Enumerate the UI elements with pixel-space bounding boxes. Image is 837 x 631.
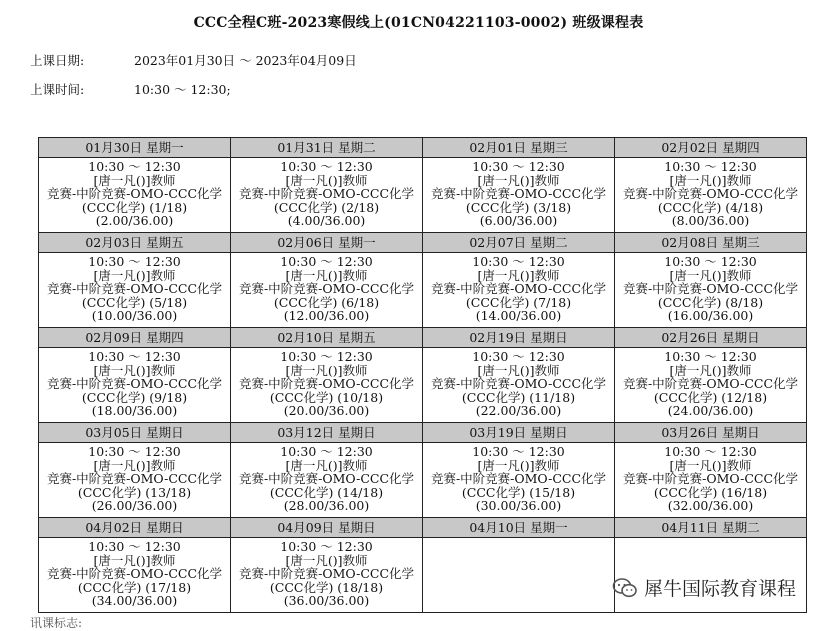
lesson-line: 竞赛-中阶竞赛-OMO-CCC化学 [238,376,415,392]
lesson-line: 10:30 ～ 12:30 [88,444,181,459]
lesson-line: 10:30 ～ 12:30 [472,349,565,364]
lesson-line: (32.00/36.00) [667,498,754,514]
schedule-cell [231,233,423,328]
lesson-line: 10:30 ～ 12:30 [280,349,373,364]
cell-date-header: 02月10日 星期五 [231,328,422,348]
cell-lesson-body [231,443,422,517]
schedule-cell [39,328,231,423]
cell-date-header: 02月07日 星期二 [423,233,614,253]
cell-date-header: 03月12日 星期日 [231,423,422,443]
schedule-cell [615,328,807,423]
lesson-line: [唐一凡()]教师 [285,457,368,473]
schedule-cell [39,518,231,613]
lesson-line: [唐一凡()]教师 [285,267,368,283]
lesson-line: [唐一凡()]教师 [477,267,560,283]
schedule-row [39,423,807,518]
lesson-line: 10:30 ～ 12:30 [472,254,565,269]
lesson-line: 竞赛-中阶竞赛-OMO-CCC化学 [46,376,223,392]
cell-date-header: 02月09日 星期四 [39,328,230,348]
lesson-line: 竞赛-中阶竞赛-OMO-CCC化学 [46,281,223,297]
lesson-line: (14.00/36.00) [475,308,562,324]
lesson-line: 10:30 ～ 12:30 [664,254,757,269]
schedule-cell [615,138,807,233]
lesson-line: (CCC化学) (17/18) [77,579,192,595]
cell-lesson-body [423,538,614,612]
lesson-line: 10:30 ～ 12:30 [280,444,373,459]
lesson-line: (CCC化学) (5/18) [81,294,188,310]
lesson-line: 竞赛-中阶竞赛-OMO-CCC化学 [430,281,607,297]
lesson-line: 竞赛-中阶竞赛-OMO-CCC化学 [238,566,415,582]
schedule-cell [231,328,423,423]
lesson-line: [唐一凡()]教师 [285,172,368,188]
lesson-line: 竞赛-中阶竞赛-OMO-CCC化学 [622,186,799,202]
class-time-label: 上课时间: [30,82,85,97]
lesson-line: (CCC化学) (11/18) [461,389,576,405]
cell-lesson-body [231,253,422,327]
lesson-line: (CCC化学) (9/18) [81,389,188,405]
cell-date-header: 02月26日 星期日 [615,328,806,348]
lesson-line: 竞赛-中阶竞赛-OMO-CCC化学 [238,471,415,487]
cell-date-header: 02月01日 星期三 [423,138,614,158]
lesson-line: 10:30 ～ 12:30 [664,444,757,459]
lesson-line: 竞赛-中阶竞赛-OMO-CCC化学 [238,281,415,297]
lesson-line: (36.00/36.00) [283,593,370,609]
schedule-cell [423,328,615,423]
lesson-line: [唐一凡()]教师 [93,552,176,568]
lesson-line: (2.00/36.00) [95,213,174,229]
schedule-cell [423,233,615,328]
lesson-line: (CCC化学) (16/18) [653,484,768,500]
lesson-line: 竞赛-中阶竞赛-OMO-CCC化学 [430,376,607,392]
lesson-line: 10:30 ～ 12:30 [280,159,373,174]
cell-date-header: 02月03日 星期五 [39,233,230,253]
lesson-line: (20.00/36.00) [283,403,370,419]
schedule-cell [39,233,231,328]
cell-lesson-body [615,158,806,232]
lesson-line: (34.00/36.00) [91,593,178,609]
lesson-line: (4.00/36.00) [287,213,366,229]
lesson-line: [唐一凡()]教师 [93,267,176,283]
class-date-label: 上课日期: [30,53,85,68]
lesson-line: (12.00/36.00) [283,308,370,324]
lesson-line: (22.00/36.00) [475,403,562,419]
lesson-line: 10:30 ～ 12:30 [88,254,181,269]
cell-date-header: 04月10日 星期一 [423,518,614,538]
lesson-line: (8.00/36.00) [671,213,750,229]
lesson-line: 竞赛-中阶竞赛-OMO-CCC化学 [46,186,223,202]
class-time-row [30,80,231,98]
lesson-line: (6.00/36.00) [479,213,558,229]
lesson-line: [唐一凡()]教师 [93,457,176,473]
cell-lesson-body [423,443,614,517]
schedule-cell [231,138,423,233]
lesson-line: (24.00/36.00) [667,403,754,419]
cell-lesson-body [39,348,230,422]
cell-lesson-body [39,158,230,232]
lesson-line: [唐一凡()]教师 [93,172,176,188]
lesson-line: 竞赛-中阶竞赛-OMO-CCC化学 [622,281,799,297]
schedule-cell [39,423,231,518]
lesson-line: 竞赛-中阶竞赛-OMO-CCC化学 [430,471,607,487]
cell-date-header: 03月05日 星期日 [39,423,230,443]
lesson-line: 10:30 ～ 12:30 [664,159,757,174]
lesson-line: (CCC化学) (12/18) [653,389,768,405]
footer-fragment: 讯课标志: [30,616,83,630]
schedule-row [39,233,807,328]
lesson-line: [唐一凡()]教师 [669,172,752,188]
schedule-cell [615,233,807,328]
cell-lesson-body [231,158,422,232]
lesson-line: (26.00/36.00) [91,498,178,514]
page-title: CCC全程C班-2023寒假线上(01CN04221103-0002) 班级课程表 [193,15,644,31]
lesson-line: (16.00/36.00) [667,308,754,324]
lesson-line: 10:30 ～ 12:30 [88,159,181,174]
lesson-line: [唐一凡()]教师 [669,267,752,283]
lesson-line: (CCC化学) (14/18) [269,484,384,500]
lesson-line: (CCC化学) (2/18) [273,199,380,215]
schedule-cell [39,138,231,233]
lesson-line: (30.00/36.00) [475,498,562,514]
lesson-line: [唐一凡()]教师 [477,457,560,473]
cell-date-header: 02月06日 星期一 [231,233,422,253]
lesson-line: 10:30 ～ 12:30 [280,254,373,269]
cell-date-header: 04月02日 星期日 [39,518,230,538]
lesson-line: [唐一凡()]教师 [285,362,368,378]
schedule-cell [231,518,423,613]
schedule-cell [231,423,423,518]
cell-date-header: 02月02日 星期四 [615,138,806,158]
lesson-line: 10:30 ～ 12:30 [88,539,181,554]
cell-date-header: 04月09日 星期日 [231,518,422,538]
lesson-line: (CCC化学) (15/18) [461,484,576,500]
lesson-line: (CCC化学) (3/18) [465,199,572,215]
cell-date-header: 01月31日 星期二 [231,138,422,158]
lesson-line: 竞赛-中阶竞赛-OMO-CCC化学 [46,471,223,487]
lesson-line: [唐一凡()]教师 [93,362,176,378]
lesson-line: 10:30 ～ 12:30 [280,539,373,554]
class-date-value: 2023年01月30日 ～ 2023年04月09日 [134,53,357,68]
lesson-line: 10:30 ～ 12:30 [88,349,181,364]
cell-lesson-body [39,538,230,612]
cell-lesson-body [615,443,806,517]
schedule-cell [423,423,615,518]
lesson-line: (CCC化学) (1/18) [81,199,188,215]
schedule-row [39,138,807,233]
cell-date-header: 02月19日 星期日 [423,328,614,348]
lesson-line: (CCC化学) (7/18) [465,294,572,310]
lesson-line: (CCC化学) (8/18) [657,294,764,310]
cell-lesson-body [423,348,614,422]
lesson-line: 10:30 ～ 12:30 [472,159,565,174]
lesson-line: (CCC化学) (13/18) [77,484,192,500]
cell-lesson-body [423,158,614,232]
cell-lesson-body [39,443,230,517]
cell-date-header: 03月19日 星期日 [423,423,614,443]
lesson-line: (CCC化学) (6/18) [273,294,380,310]
lesson-line: 竞赛-中阶竞赛-OMO-CCC化学 [622,376,799,392]
schedule-cell [423,518,615,613]
lesson-line: (CCC化学) (10/18) [269,389,384,405]
lesson-line: 竞赛-中阶竞赛-OMO-CCC化学 [622,471,799,487]
lesson-line: (18.00/36.00) [91,403,178,419]
cell-date-header: 02月08日 星期三 [615,233,806,253]
class-time-value: 10:30 ～ 12:30; [134,82,231,97]
lesson-line: [唐一凡()]教师 [285,552,368,568]
cell-lesson-body [231,538,422,612]
lesson-line: 竞赛-中阶竞赛-OMO-CCC化学 [430,186,607,202]
lesson-line: (10.00/36.00) [91,308,178,324]
lesson-line: [唐一凡()]教师 [669,457,752,473]
watermark-text: 犀牛国际教育课程 [644,578,797,600]
lesson-line: [唐一凡()]教师 [669,362,752,378]
lesson-line: 竞赛-中阶竞赛-OMO-CCC化学 [46,566,223,582]
schedule-cell [615,423,807,518]
cell-date-header: 01月30日 星期一 [39,138,230,158]
lesson-line: (28.00/36.00) [283,498,370,514]
cell-lesson-body [423,253,614,327]
cell-lesson-body [231,348,422,422]
lesson-line: 10:30 ～ 12:30 [472,444,565,459]
lesson-line: [唐一凡()]教师 [477,172,560,188]
watermark [612,574,796,601]
schedule-cell [423,138,615,233]
cell-date-header: 03月26日 星期日 [615,423,806,443]
schedule-table [38,137,807,613]
lesson-line: [唐一凡()]教师 [477,362,560,378]
cell-date-header: 04月11日 星期二 [615,518,806,538]
lesson-line: (CCC化学) (18/18) [269,579,384,595]
cell-lesson-body [39,253,230,327]
wechat-icon [612,577,638,599]
lesson-line: 10:30 ～ 12:30 [664,349,757,364]
lesson-line: (CCC化学) (4/18) [657,199,764,215]
schedule-row [39,328,807,423]
cell-lesson-body [615,253,806,327]
lesson-line: 竞赛-中阶竞赛-OMO-CCC化学 [238,186,415,202]
cell-lesson-body [615,348,806,422]
class-date-row [30,51,357,69]
